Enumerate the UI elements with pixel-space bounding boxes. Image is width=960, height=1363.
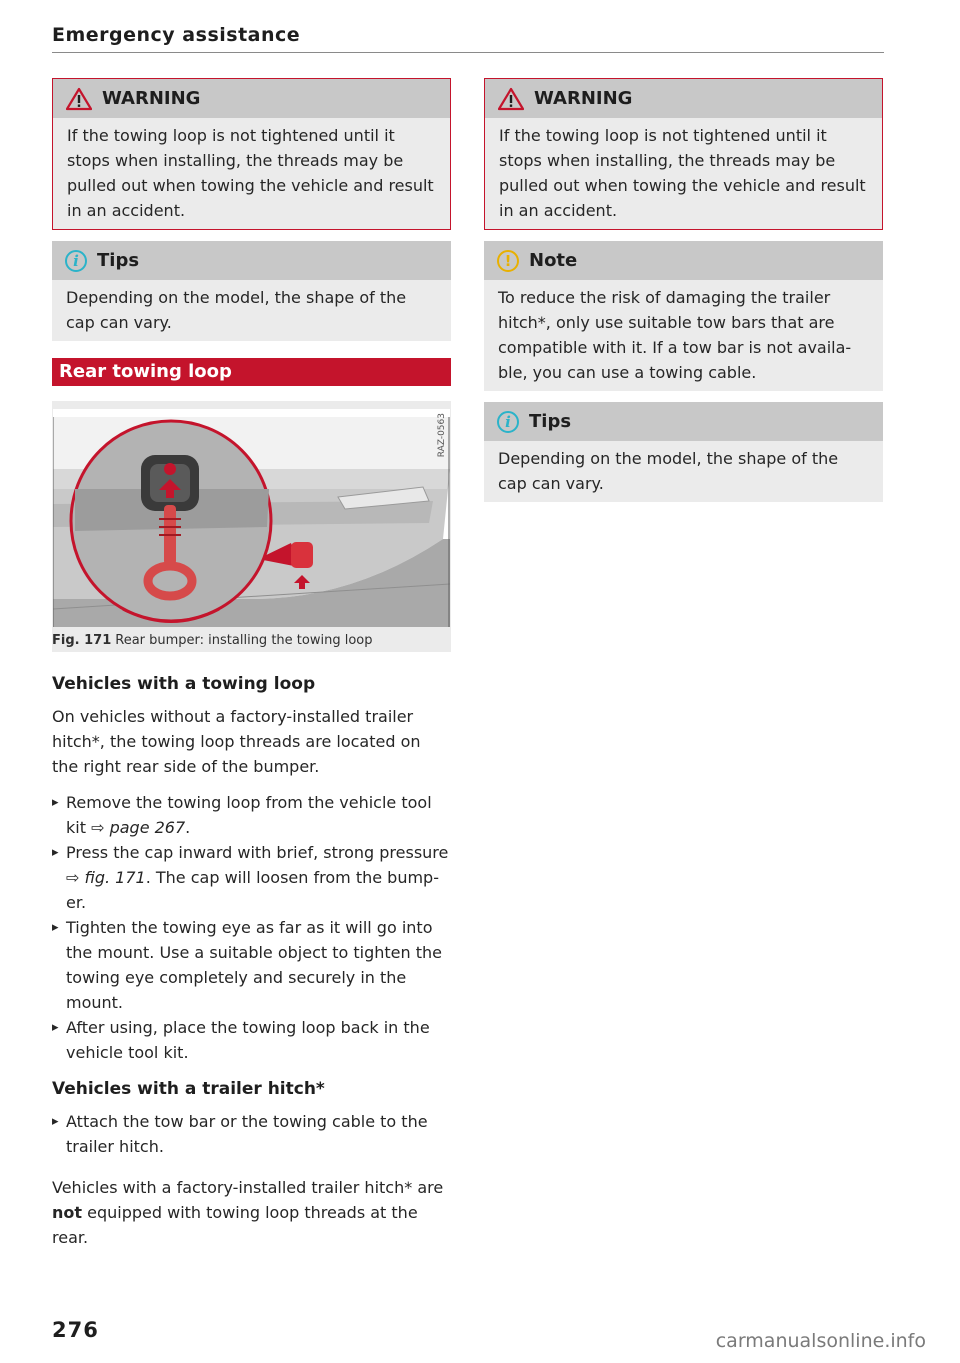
warning-title: WARNING: [534, 88, 633, 109]
warning-text: If the towing loop is not tightened until it stops when installing, the threads may be pulled out when towing the vehicle and result in an accident.: [485, 118, 882, 229]
warning-triangle-icon: [66, 87, 92, 111]
page-header: [52, 24, 884, 53]
right-column: [484, 78, 883, 513]
list-item: ▸ Press the cap inward with brief, strong pressure ⇨ fig. 171. The cap will loosen from the bump-er.: [52, 840, 451, 915]
list-item: ▸ Remove the towing loop from the vehicle tool kit ⇨ page 267.: [52, 790, 451, 840]
warning-triangle-icon: [498, 87, 524, 111]
chapter-title: Emergency assistance: [52, 24, 301, 46]
left-column: [52, 78, 451, 1250]
info-icon: i: [497, 411, 519, 433]
exclamation-icon: !: [497, 250, 519, 272]
note-text: To reduce the risk of damaging the trailer hitch*, only use suitable tow bars that are compatible with it. If a tow bar is not availa-ble, you can use a towing cable.: [484, 280, 883, 391]
section-title: Rear towing loop: [52, 358, 451, 386]
intro-paragraph: On vehicles without a factory-installed trailer hitch*, the towing loop threads are located on the right rear side of the bumper.: [52, 707, 421, 776]
watermark: carmanualsonline.info: [715, 1330, 926, 1352]
tips-title: Tips: [529, 411, 572, 432]
tips-text: Depending on the model, the shape of the cap can vary.: [52, 280, 451, 341]
warning-header: [53, 79, 450, 118]
figure-label: Fig. 171: [52, 633, 112, 648]
tips-title: Tips: [97, 250, 140, 271]
warning-title: WARNING: [102, 88, 201, 109]
warning-box: [52, 78, 451, 230]
note-box: [484, 241, 883, 391]
tips-header: [484, 402, 883, 441]
note-header: [484, 241, 883, 280]
figure-reference-link[interactable]: ⇨ fig. 171: [66, 868, 146, 887]
warning-box: [484, 78, 883, 230]
figure-caption-text: Rear bumper: installing the towing loop: [115, 633, 373, 648]
steps-list: [52, 790, 451, 1065]
list-item: ▸ After using, place the towing loop back in the vehicle tool kit.: [52, 1015, 451, 1065]
trailer-steps-list: [52, 1109, 451, 1159]
figure-caption: [52, 627, 451, 648]
figure-171: [52, 401, 451, 652]
tips-text: Depending on the model, the shape of the cap can vary.: [484, 441, 883, 502]
page-reference-link[interactable]: ⇨ page 267: [91, 818, 186, 837]
warning-text: If the towing loop is not tightened until it stops when installing, the threads may be pulled out when towing the vehicle and result in an accident.: [53, 118, 450, 229]
list-item: ▸ Attach the tow bar or the towing cable to the trailer hitch.: [52, 1109, 451, 1159]
subheading-towing-loop: Vehicles with a towing loop: [52, 674, 316, 694]
figure-code: RAZ-0563: [437, 413, 447, 458]
bumper-illustration: [53, 409, 450, 627]
subheading-trailer-hitch: Vehicles with a trailer hitch*: [52, 1079, 325, 1099]
tips-box: [484, 402, 883, 502]
info-icon: i: [65, 250, 87, 272]
page-number: 276: [52, 1318, 99, 1342]
tips-box: [52, 241, 451, 341]
warning-header: [485, 79, 882, 118]
note-title: Note: [529, 250, 578, 271]
trailer-paragraph: Vehicles with a factory-installed trailer hitch* are not equipped with towing loop threads at the rear.: [52, 1178, 444, 1247]
tips-header: [52, 241, 451, 280]
list-item: ▸ Tighten the towing eye as far as it will go into the mount. Use a suitable object to tighten the towing eye completely and securely in the mount.: [52, 915, 451, 1015]
